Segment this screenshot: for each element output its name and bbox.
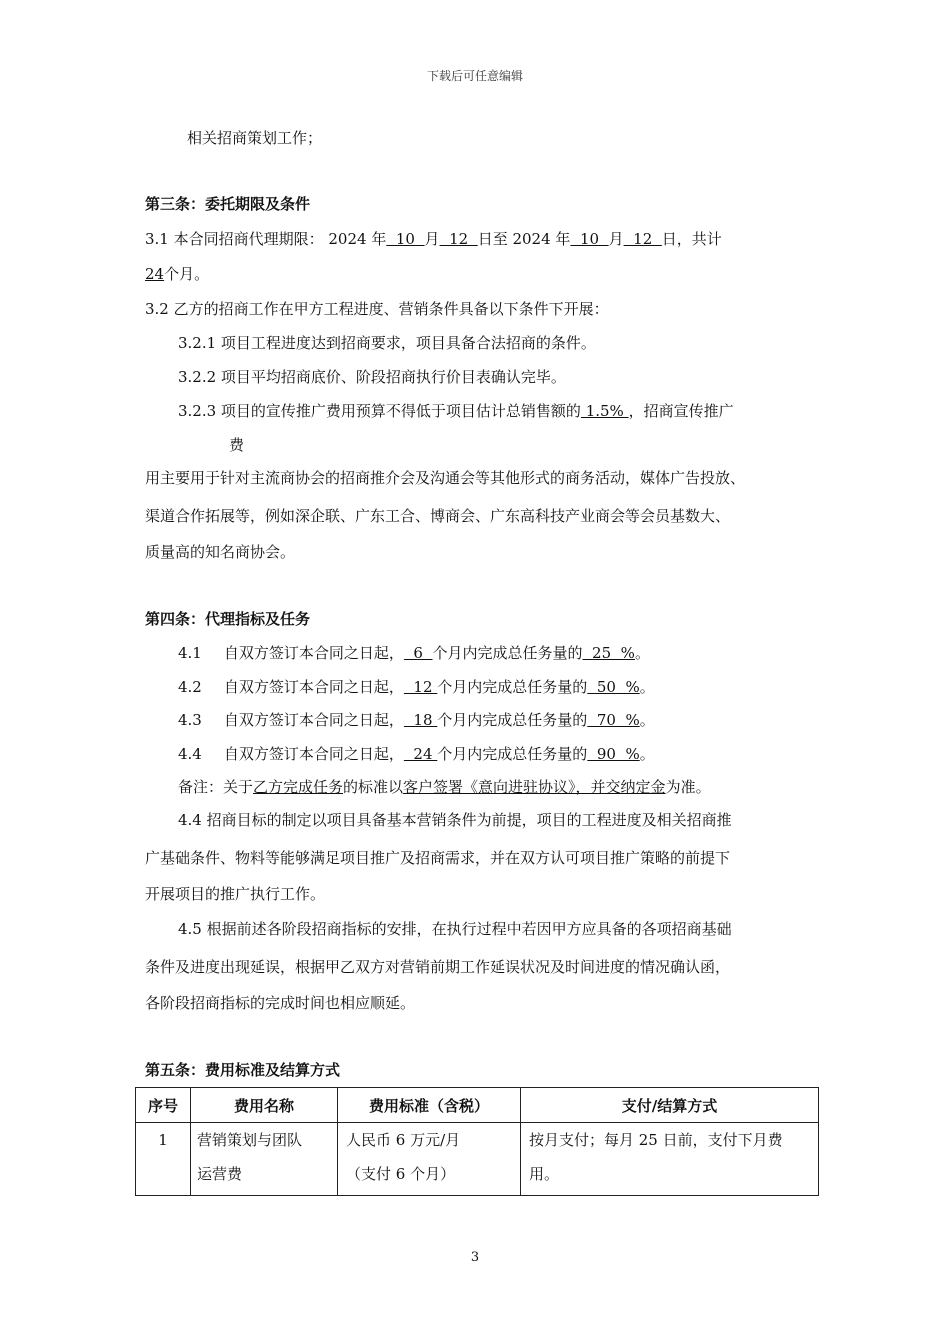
start-day: 12 (439, 230, 478, 248)
target-row: 4.3 自双方签订本合同之日起， 18 个月内完成总任务量的 70 %。 (178, 711, 655, 729)
cell-payment: 按月支付；每月 25 日前，支付下月费 用。 (521, 1123, 819, 1196)
clause-3-2-2: 3.2.2 项目平均招商底价、阶段招商执行价目表确认完毕。 (178, 368, 566, 386)
target-row: 4.4 自双方签订本合同之日起， 24 个月内完成总任务量的 90 %。 (178, 745, 655, 763)
paragraph-line: 渠道合作拓展等，例如深企联、广东工合、博商会、广东高科技产业商会等会员基数大、 (145, 507, 731, 525)
paragraph-line: 用主要用于针对主流商协会的招商推介会及沟通会等其他形式的商务活动，媒体广告投放、 (145, 469, 746, 487)
column-header: 序号 (136, 1088, 191, 1123)
paragraph-line: 质量高的知名商协会。 (145, 543, 296, 561)
total-months: 24 (145, 265, 165, 283)
section-5-title: 第五条：费用标准及结算方式 (145, 1061, 341, 1079)
cell-fee-name: 营销策划与团队 运营费 (191, 1123, 338, 1196)
clause-4-5-line: 4.5 根据前述各阶段招商指标的安排，在执行过程中若因甲方应具备的各项招商基础 (178, 920, 732, 938)
table-header-row (136, 1088, 819, 1123)
clause-3-2: 3.2 乙方的招商工作在甲方工程进度、营销条件具备以下条件下开展： (145, 300, 609, 318)
fee-table (135, 1087, 819, 1196)
table-row (136, 1123, 819, 1196)
end-day: 12 (623, 230, 662, 248)
budget-percent: 1.5% (580, 402, 629, 420)
page-header: 下载后可任意编辑 (426, 69, 523, 83)
clause-3-2-3-cont: 费 (229, 436, 245, 454)
target-row: 4.1 自双方签订本合同之日起， 6 个月内完成总任务量的 25 %。 (178, 644, 650, 662)
column-header: 费用标准（含税） (338, 1088, 521, 1123)
clause-4-5-line: 各阶段招商指标的完成时间也相应顺延。 (145, 994, 416, 1012)
clause-3-2-3: 3.2.3 项目的宣传推广费用预算不得低于项目估计总销售额的 1.5% ，招商宣传推广 (178, 402, 734, 420)
end-month: 10 (570, 230, 609, 248)
column-header: 费用名称 (191, 1088, 338, 1123)
clause-3-1-line1: 3.1 本合同招商代理期限： 2024 年 10 月 12 日至 2024 年 10 月 12 日，共计 (145, 230, 722, 248)
clause-4-4-line: 4.4 招商目标的制定以项目具备基本营销条件为前提，项目的工程进度及相关招商推 (178, 811, 732, 829)
page-number: 3 (470, 1250, 480, 1265)
intro-line: 相关招商策划工作； (187, 129, 323, 147)
start-month: 10 (386, 230, 425, 248)
section-4-title: 第四条：代理指标及任务 (145, 610, 311, 628)
column-header: 支付/结算方式 (521, 1088, 819, 1123)
note-line: 备注：关于乙方完成任务的标准以客户签署《意向进驻协议》，并交纳定金为准。 (178, 778, 711, 796)
clause-3-1-line2: 24个月。 (145, 265, 210, 283)
clause-4-5-line: 条件及进度出现延误，根据甲乙双方对营销前期工作延误状况及时间进度的情况确认函， (145, 958, 731, 976)
clause-3-2-1: 3.2.1 项目工程进度达到招商要求，项目具备合法招商的条件。 (178, 334, 596, 352)
target-row: 4.2 自双方签订本合同之日起， 12 个月内完成总任务量的 50 %。 (178, 678, 655, 696)
section-3-title: 第三条：委托期限及条件 (145, 195, 311, 213)
clause-4-4-line: 广基础条件、物料等能够满足项目推广及招商需求，并在双方认可项目推广策略的前提下 (145, 849, 731, 867)
cell-fee-standard: 人民币 6 万元/月 （支付 6 个月） (338, 1123, 521, 1196)
clause-4-4-line: 开展项目的推广执行工作。 (145, 885, 326, 903)
cell-no: 1 (136, 1123, 191, 1196)
